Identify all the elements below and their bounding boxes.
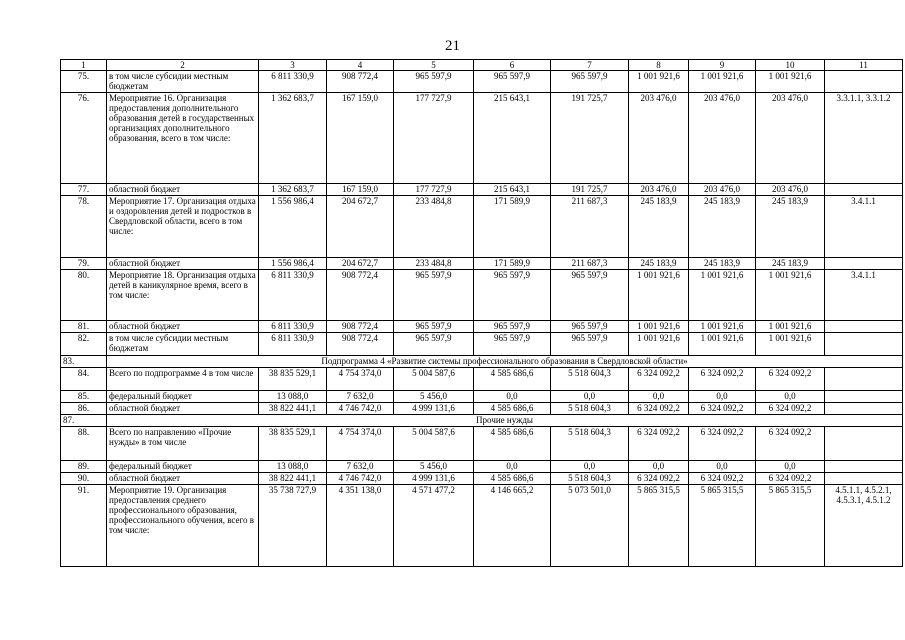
value-7: 0,0: [689, 461, 756, 473]
value-3: 965 597,9: [394, 333, 474, 356]
table-row: [61, 473, 903, 485]
value-8: 6 324 092,2: [756, 473, 825, 485]
table-row: [61, 427, 903, 461]
value-8: 245 183,9: [756, 196, 825, 258]
value-8: 6 324 092,2: [756, 368, 825, 391]
row-description: Всего по подпрограмме 4 в том числе: [107, 368, 259, 391]
column-header-row: [61, 60, 903, 71]
table-row: [61, 258, 903, 270]
value-4: 965 597,9: [474, 333, 551, 356]
value-3: 4 999 131,6: [394, 403, 474, 415]
value-2: 4 746 742,0: [327, 403, 394, 415]
value-3: 233 484,8: [394, 196, 474, 258]
target-codes: [825, 403, 903, 415]
total-value: 38 835 529,1: [259, 368, 327, 391]
value-5: 191 725,7: [551, 93, 629, 184]
section-row: [61, 415, 903, 427]
total-value: 38 822 441,1: [259, 473, 327, 485]
row-description: Мероприятие 17. Организация отдыха и оздоровления детей и подростков в Свердловской области, всего в том числе:: [107, 196, 259, 258]
total-value: 35 738 727,9: [259, 485, 327, 567]
target-codes: [825, 368, 903, 391]
target-codes: 3.4.1.1: [825, 270, 903, 321]
row-number: 85.: [61, 391, 107, 403]
column-header: 9: [689, 60, 756, 71]
table-row: [61, 461, 903, 473]
value-5: 5 518 604,3: [551, 403, 629, 415]
target-codes: [825, 427, 903, 461]
value-4: 4 146 665,2: [474, 485, 551, 567]
target-codes: 3.4.1.1: [825, 196, 903, 258]
value-8: 0,0: [756, 391, 825, 403]
value-5: 5 073 501,0: [551, 485, 629, 567]
value-6: 0,0: [629, 461, 689, 473]
value-5: 965 597,9: [551, 333, 629, 356]
value-8: 6 324 092,2: [756, 427, 825, 461]
value-2: 4 754 374,0: [327, 368, 394, 391]
value-2: 908 772,4: [327, 321, 394, 333]
row-number: 77.: [61, 184, 107, 196]
target-codes: [825, 333, 903, 356]
section-title: Подпрограмма 4 «Развитие системы профессионального образования в Свердловской области»: [107, 356, 903, 368]
value-4: 965 597,9: [474, 270, 551, 321]
value-8: 1 001 921,6: [756, 270, 825, 321]
value-3: 965 597,9: [394, 270, 474, 321]
row-description: областной бюджет: [107, 403, 259, 415]
value-2: 167 159,0: [327, 93, 394, 184]
row-number: 86.: [61, 403, 107, 415]
row-description: Мероприятие 19. Организация предоставления среднего профессионального образования, профессионального обучения, всего в том числе:: [107, 485, 259, 567]
value-8: 1 001 921,6: [756, 321, 825, 333]
table-row: [61, 391, 903, 403]
value-4: 965 597,9: [474, 71, 551, 93]
value-2: 4 746 742,0: [327, 473, 394, 485]
value-6: 1 001 921,6: [629, 321, 689, 333]
value-7: 1 001 921,6: [689, 333, 756, 356]
value-4: 0,0: [474, 461, 551, 473]
value-4: 4 585 686,6: [474, 403, 551, 415]
row-number: 78.: [61, 196, 107, 258]
row-description: областной бюджет: [107, 321, 259, 333]
table-row: [61, 71, 903, 93]
value-5: 191 725,7: [551, 184, 629, 196]
value-4: 215 643,1: [474, 184, 551, 196]
row-description: федеральный бюджет: [107, 461, 259, 473]
value-3: 233 484,8: [394, 258, 474, 270]
value-8: 0,0: [756, 461, 825, 473]
total-value: 38 822 441,1: [259, 403, 327, 415]
section-title: Прочие нужды: [107, 415, 903, 427]
row-number: 90.: [61, 473, 107, 485]
row-number: 83.: [61, 356, 107, 368]
value-3: 4 999 131,6: [394, 473, 474, 485]
value-5: 0,0: [551, 391, 629, 403]
row-description: Всего по направлению «Прочие нужды» в том числе: [107, 427, 259, 461]
value-6: 1 001 921,6: [629, 71, 689, 93]
row-number: 87.: [61, 415, 107, 427]
value-2: 204 672,7: [327, 196, 394, 258]
value-4: 4 585 686,6: [474, 427, 551, 461]
target-codes: 3.3.1.1, 3.3.1.2: [825, 93, 903, 184]
target-codes: [825, 473, 903, 485]
value-4: 171 589,9: [474, 258, 551, 270]
value-6: 245 183,9: [629, 196, 689, 258]
value-7: 203 476,0: [689, 184, 756, 196]
value-8: 203 476,0: [756, 184, 825, 196]
value-3: 5 456,0: [394, 461, 474, 473]
row-description: в том числе субсидии местным бюджетам: [107, 333, 259, 356]
value-7: 1 001 921,6: [689, 321, 756, 333]
value-4: 171 589,9: [474, 196, 551, 258]
total-value: 6 811 330,9: [259, 71, 327, 93]
value-7: 6 324 092,2: [689, 473, 756, 485]
value-4: 215 643,1: [474, 93, 551, 184]
row-number: 75.: [61, 71, 107, 93]
target-codes: [825, 461, 903, 473]
value-5: 5 518 604,3: [551, 368, 629, 391]
table-row: [61, 403, 903, 415]
value-2: 7 632,0: [327, 391, 394, 403]
target-codes: [825, 321, 903, 333]
total-value: 13 088,0: [259, 391, 327, 403]
column-header: 11: [825, 60, 903, 71]
table-row: [61, 196, 903, 258]
value-2: 908 772,4: [327, 270, 394, 321]
value-5: 5 518 604,3: [551, 473, 629, 485]
target-codes: [825, 71, 903, 93]
value-8: 6 324 092,2: [756, 403, 825, 415]
row-number: 89.: [61, 461, 107, 473]
value-5: 211 687,3: [551, 196, 629, 258]
value-2: 908 772,4: [327, 333, 394, 356]
value-6: 0,0: [629, 391, 689, 403]
value-3: 965 597,9: [394, 71, 474, 93]
row-description: областной бюджет: [107, 473, 259, 485]
table-row: [61, 184, 903, 196]
total-value: 13 088,0: [259, 461, 327, 473]
value-6: 203 476,0: [629, 184, 689, 196]
total-value: 1 362 683,7: [259, 184, 327, 196]
value-2: 204 672,7: [327, 258, 394, 270]
value-6: 245 183,9: [629, 258, 689, 270]
target-codes: [825, 391, 903, 403]
value-8: 203 476,0: [756, 93, 825, 184]
row-number: 91.: [61, 485, 107, 567]
row-description: в том числе субсидии местным бюджетам: [107, 71, 259, 93]
value-5: 965 597,9: [551, 321, 629, 333]
value-7: 0,0: [689, 391, 756, 403]
value-4: 4 585 686,6: [474, 368, 551, 391]
row-number: 81.: [61, 321, 107, 333]
value-4: 965 597,9: [474, 321, 551, 333]
value-5: 5 518 604,3: [551, 427, 629, 461]
budget-table: [60, 59, 903, 567]
section-row: [61, 356, 903, 368]
table-row: [61, 333, 903, 356]
value-5: 965 597,9: [551, 71, 629, 93]
value-5: 965 597,9: [551, 270, 629, 321]
row-number: 79.: [61, 258, 107, 270]
value-8: 1 001 921,6: [756, 71, 825, 93]
target-codes: [825, 184, 903, 196]
value-2: 4 351 138,0: [327, 485, 394, 567]
table-row: [61, 368, 903, 391]
value-8: 1 001 921,6: [756, 333, 825, 356]
value-3: 177 727,9: [394, 184, 474, 196]
column-header: 10: [756, 60, 825, 71]
total-value: 6 811 330,9: [259, 270, 327, 321]
value-3: 5 004 587,6: [394, 427, 474, 461]
table-row: [61, 485, 903, 567]
value-2: 7 632,0: [327, 461, 394, 473]
value-7: 6 324 092,2: [689, 403, 756, 415]
value-6: 6 324 092,2: [629, 403, 689, 415]
total-value: 1 556 986,4: [259, 258, 327, 270]
value-2: 167 159,0: [327, 184, 394, 196]
value-7: 245 183,9: [689, 196, 756, 258]
value-6: 6 324 092,2: [629, 427, 689, 461]
value-5: 0,0: [551, 461, 629, 473]
table-row: [61, 321, 903, 333]
total-value: 1 556 986,4: [259, 196, 327, 258]
column-header: 7: [551, 60, 629, 71]
row-description: федеральный бюджет: [107, 391, 259, 403]
row-description: областной бюджет: [107, 258, 259, 270]
value-3: 4 571 477,2: [394, 485, 474, 567]
target-codes: 4.5.1.1, 4.5.2.1, 4.5.3.1, 4.5.1.2: [825, 485, 903, 567]
value-3: 5 456,0: [394, 391, 474, 403]
column-header: 5: [394, 60, 474, 71]
column-header: 3: [259, 60, 327, 71]
value-8: 245 183,9: [756, 258, 825, 270]
total-value: 38 835 529,1: [259, 427, 327, 461]
row-description: Мероприятие 18. Организация отдыха детей в каникулярное время, всего в том числе:: [107, 270, 259, 321]
column-header: 2: [107, 60, 259, 71]
row-description: областной бюджет: [107, 184, 259, 196]
total-value: 1 362 683,7: [259, 93, 327, 184]
total-value: 6 811 330,9: [259, 333, 327, 356]
total-value: 6 811 330,9: [259, 321, 327, 333]
value-7: 245 183,9: [689, 258, 756, 270]
row-number: 76.: [61, 93, 107, 184]
value-6: 6 324 092,2: [629, 368, 689, 391]
row-number: 80.: [61, 270, 107, 321]
value-5: 211 687,3: [551, 258, 629, 270]
value-7: 5 865 315,5: [689, 485, 756, 567]
value-4: 4 585 686,6: [474, 473, 551, 485]
column-header: 8: [629, 60, 689, 71]
value-7: 6 324 092,2: [689, 368, 756, 391]
value-7: 6 324 092,2: [689, 427, 756, 461]
value-3: 5 004 587,6: [394, 368, 474, 391]
value-8: 5 865 315,5: [756, 485, 825, 567]
row-number: 82.: [61, 333, 107, 356]
row-description: Мероприятие 16. Организация предоставления дополнительного образования детей в государственных организациях дополнительного образования, всего в том числе:: [107, 93, 259, 184]
value-3: 177 727,9: [394, 93, 474, 184]
value-2: 4 754 374,0: [327, 427, 394, 461]
value-7: 203 476,0: [689, 93, 756, 184]
value-2: 908 772,4: [327, 71, 394, 93]
value-4: 0,0: [474, 391, 551, 403]
table-row: [61, 270, 903, 321]
value-6: 1 001 921,6: [629, 270, 689, 321]
row-number: 88.: [61, 427, 107, 461]
column-header: 1: [61, 60, 107, 71]
column-header: 4: [327, 60, 394, 71]
value-3: 965 597,9: [394, 321, 474, 333]
page-number: 21: [445, 38, 460, 54]
value-7: 1 001 921,6: [689, 270, 756, 321]
table-row: [61, 93, 903, 184]
row-number: 84.: [61, 368, 107, 391]
value-6: 203 476,0: [629, 93, 689, 184]
value-6: 6 324 092,2: [629, 473, 689, 485]
value-7: 1 001 921,6: [689, 71, 756, 93]
column-header: 6: [474, 60, 551, 71]
value-6: 5 865 315,5: [629, 485, 689, 567]
value-6: 1 001 921,6: [629, 333, 689, 356]
target-codes: [825, 258, 903, 270]
